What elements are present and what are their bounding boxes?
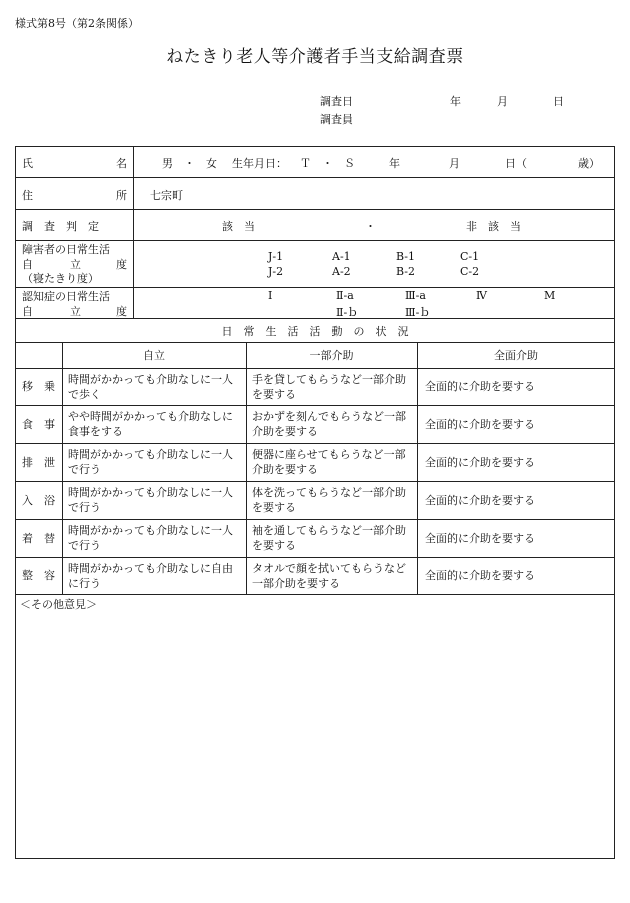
disability-label-line1: 障害者の日常生活 (22, 243, 110, 256)
partial-text: 袖を通してもらうなど一部介助を要する (252, 524, 406, 552)
independent-text: やや時間がかかっても介助なしに食事をする (68, 410, 233, 438)
page-title: ねたきり老人等介護者手当支給調査票 (166, 47, 464, 67)
partial-text: 便器に座らせてもらうなど一部介助を要する (252, 448, 406, 476)
col-partial: 一部介助 (309, 349, 354, 362)
form-number: 様式第8号（第2条関係） (15, 17, 139, 30)
partial-text: タオルで顔を拭いてもらうなど一部介助を要する (252, 562, 406, 590)
row-label: 移 乗 (22, 380, 55, 393)
row-label: 排 泄 (22, 456, 55, 469)
level-j2: J-2 (268, 265, 284, 278)
full-text: 全面的に介助を要する (425, 380, 535, 393)
adl-heading: 日 常 生 活 活 動 の 状 況 (221, 325, 409, 338)
level-a2: A-2 (332, 265, 351, 278)
survey-year-label: 年 (450, 95, 461, 108)
judgement-not-applicable: 非 該 当 (466, 220, 521, 233)
partial-text: おかずを刻んでもらうなど一部介助を要する (252, 410, 406, 438)
full-text: 全面的に介助を要する (425, 569, 535, 582)
dementia-label-line2b: 立 (70, 305, 81, 318)
gender-options: 男 ・ 女 (162, 157, 217, 170)
judgement-separator: ・ (365, 220, 376, 233)
disability-label-line2b: 立 (70, 258, 81, 271)
divider (246, 342, 247, 594)
independent-text: 時間がかかっても介助なしに一人で行う (68, 524, 233, 552)
independent-text: 時間がかかっても介助なしに一人で歩く (68, 373, 233, 401)
other-opinion-label: ＜その他意見＞ (20, 598, 97, 611)
row-label: 食 事 (22, 418, 55, 431)
divider (15, 318, 615, 319)
level-c1: C-1 (460, 250, 480, 263)
level-b2: B-2 (396, 265, 416, 278)
full-text: 全面的に介助を要する (425, 532, 535, 545)
dementia-label-line1: 認知症の日常生活 (22, 290, 110, 303)
dementia-level-3b: Ⅲ-ｂ (405, 306, 431, 319)
full-text: 全面的に介助を要する (425, 456, 535, 469)
name-label-1: 氏 (22, 157, 33, 170)
address-value: 七宗町 (150, 189, 183, 202)
level-a1: A-1 (332, 250, 351, 263)
survey-month-label: 月 (497, 95, 508, 108)
birth-year-label: 年 (389, 157, 400, 170)
level-c2: C-2 (460, 265, 480, 278)
divider (15, 405, 615, 406)
divider (15, 594, 615, 595)
col-full: 全面介助 (494, 349, 538, 362)
independent-text: 時間がかかっても介助なしに自由に行う (68, 562, 233, 590)
divider (417, 342, 418, 594)
level-j1: J-1 (268, 250, 284, 263)
dementia-label-line2c: 度 (116, 305, 127, 318)
divider (15, 177, 615, 178)
divider (15, 342, 615, 343)
birth-month-label: 月 (449, 157, 460, 170)
dementia-label-line2a: 自 (22, 305, 33, 318)
birthdate-label: 生年月日： (232, 157, 287, 170)
dementia-level-2a: Ⅱ-a (336, 289, 354, 302)
dementia-level-4: Ⅳ (476, 289, 487, 302)
full-text: 全面的に介助を要する (425, 494, 535, 507)
survey-day-label: 日 (553, 95, 564, 108)
divider (15, 368, 615, 369)
divider (15, 519, 615, 520)
disability-label-line2a: 自 (22, 258, 33, 271)
partial-text: 体を洗ってもらうなど一部介助を要する (252, 486, 406, 514)
dementia-level-1: Ⅰ (268, 289, 273, 302)
independent-text: 時間がかかっても介助なしに一人で行う (68, 448, 233, 476)
surveyor-label: 調査員 (320, 113, 353, 126)
name-label-2: 名 (116, 157, 127, 170)
full-text: 全面的に介助を要する (425, 418, 535, 431)
dementia-level-3a: Ⅲ-a (405, 289, 426, 302)
divider (15, 557, 615, 558)
independent-text: 時間がかかっても介助なしに一人で行う (68, 486, 233, 514)
age-label: 歳） (578, 157, 600, 170)
judgement-applicable: 該 当 (222, 220, 255, 233)
judgement-label: 調 査 判 定 (22, 220, 99, 233)
partial-text: 手を貸してもらうなど一部介助を要する (252, 373, 406, 401)
row-label: 着 替 (22, 532, 55, 545)
row-label: 整 容 (22, 569, 55, 582)
divider (133, 146, 134, 318)
dementia-level-2b: Ⅱ-ｂ (336, 306, 359, 319)
dementia-level-m: M (544, 289, 556, 302)
era-options: Ｔ ・ Ｓ (300, 157, 355, 170)
divider (15, 443, 615, 444)
level-b1: B-1 (396, 250, 416, 263)
col-independent: 自立 (143, 349, 165, 362)
disability-label-line3: （寝たきり度） (22, 272, 99, 285)
divider (62, 342, 63, 594)
divider (15, 209, 615, 210)
divider (15, 481, 615, 482)
disability-label-line2c: 度 (116, 258, 127, 271)
survey-date-label: 調査日 (320, 95, 353, 108)
row-label: 入 浴 (22, 494, 55, 507)
address-label-1: 住 (22, 189, 33, 202)
birth-day-label: 日（ (505, 157, 527, 170)
address-label-2: 所 (116, 189, 127, 202)
